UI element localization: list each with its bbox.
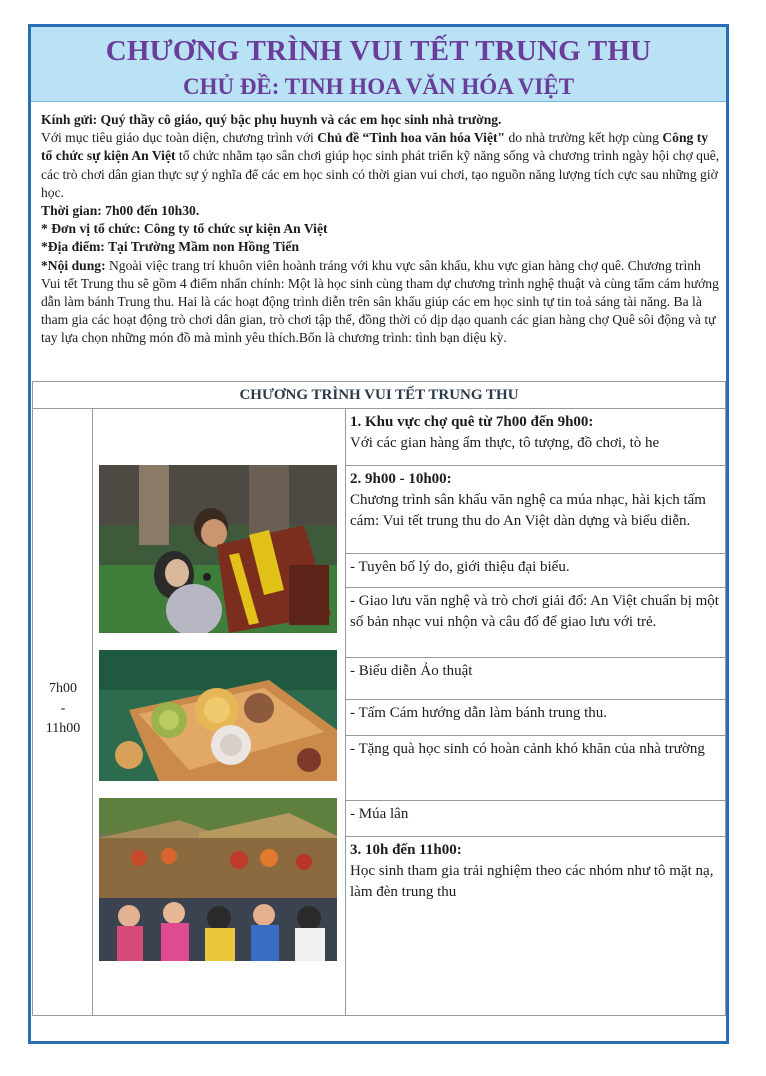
time-line: Thời gian: 7h00 đến 10h30.	[41, 203, 200, 219]
intro-paragraph: Với mục tiêu giáo dục toàn diện, chương trình với Chủ đề “Tinh hoa văn hóa Việt" do nhà trường kết hợp cùng Công ty tổ chức sự kiện An Việt tổ chức nhằm tạo sân chơi giúp học sinh phát triển kỹ năng sống và chương trình ngày hội chợ quê, các trò chơi dân gian thực sự ý nghĩa để các em học sinh có thời gian vui chơi, tạo nguồn năng lượng tích cực sau những giờ học.	[41, 130, 720, 200]
mooncake-photo-image	[99, 650, 337, 781]
market-photo-image	[99, 798, 337, 961]
intro-section	[41, 111, 721, 348]
row-text: - Giao lưu văn nghệ và trò chơi giải đố: An Việt chuẩn bị một số bản nhạc vui nhộn và câu đố để giao lưu với trẻ.	[350, 593, 719, 630]
row-text: Học sinh tham gia trải nghiệm theo các nhóm như tô mặt nạ, làm đèn trung thu	[350, 863, 714, 900]
page-frame	[28, 24, 729, 1044]
mooncake-photo	[99, 650, 337, 781]
performer-photo	[99, 465, 337, 633]
schedule-title: CHƯƠNG TRÌNH VUI TẾT TRUNG THU	[33, 382, 725, 409]
row-text: - Tặng quà học sinh có hoàn cảnh khó khăn của nhà trường	[350, 741, 705, 757]
time-range: 7h00 - 11h00	[45, 681, 81, 736]
schedule-row	[346, 409, 725, 466]
row-text: - Tấm Cám hướng dẫn làm bánh trung thu.	[350, 705, 607, 721]
row-text: Chương trình sân khấu văn nghệ ca múa nhạc, hài kịch tấm cám: Vui tết trung thu do An Việt dàn dựng và biểu diễn.	[350, 492, 706, 529]
location-line: *Địa điểm: Tại Trường Mầm non Hồng Tiến	[41, 239, 300, 255]
photo-column	[93, 409, 346, 1015]
schedule-row	[346, 554, 725, 588]
row-heading: 3. 10h đến 11h00:	[350, 842, 462, 858]
row-heading: 1. Khu vực chợ quê từ 7h00 đến 9h00:	[350, 414, 594, 430]
schedule-row	[346, 736, 725, 801]
row-text: - Múa lân	[350, 806, 409, 822]
time-column	[33, 409, 93, 1015]
market-photo	[99, 798, 337, 961]
schedule-row	[346, 801, 725, 837]
row-text: Với các gian hàng ẩm thực, tô tượng, đồ chơi, tò he	[350, 435, 660, 451]
content-paragraph: *Nội dung: Ngoài việc trang trí khuôn viên hoành tráng với khu vực sân khấu, khu vực gian hàng chợ quê. Chương trình Vui tết Trung thu sẽ gồm 4 điểm nhấn chính: Một là học sinh cùng tham dự chương trình nghệ thuật và cùng tấm cám hướng dẫn làm bánh Trung thu. Hai là các hoạt động trình diễn trên sân khấu giúp các em học sinh tự tin toả sáng tài năng. Ba là tham gia các hoạt động trò chơi dân gian, trò chơi tập thể, đồng thời có dịp dạo quanh các gian hàng chợ Quê sôi động và tự tay lựa chọn những món đồ mà mình yêu thích.Bốn là chương trình: tình bạn diệu kỳ.	[41, 257, 719, 346]
row-text: - Biểu diễn Ảo thuật	[350, 663, 473, 679]
schedule-row	[346, 700, 725, 736]
schedule-table	[32, 381, 726, 1016]
page-subtitle: CHỦ ĐỀ: TINH HOA VĂN HÓA VIỆT	[182, 74, 575, 99]
performer-photo-image	[99, 465, 337, 633]
activities-column	[346, 409, 725, 1015]
schedule-row	[346, 658, 725, 700]
greeting: Kính gửi: Quý thầy cô giáo, quý bậc phụ huynh và các em học sinh nhà trường.	[41, 112, 502, 127]
schedule-row	[346, 837, 725, 1015]
organizer-line: * Đơn vị tổ chức: Công ty tổ chức sự kiện An Việt	[41, 221, 328, 237]
schedule-row	[346, 588, 725, 658]
row-text: - Tuyên bố lý do, giới thiệu đại biểu.	[350, 559, 570, 575]
row-heading: 2. 9h00 - 10h00:	[350, 471, 452, 487]
page-title: CHƯƠNG TRÌNH VUI TẾT TRUNG THU	[105, 35, 652, 67]
header-banner	[31, 27, 726, 102]
schedule-row	[346, 466, 725, 554]
